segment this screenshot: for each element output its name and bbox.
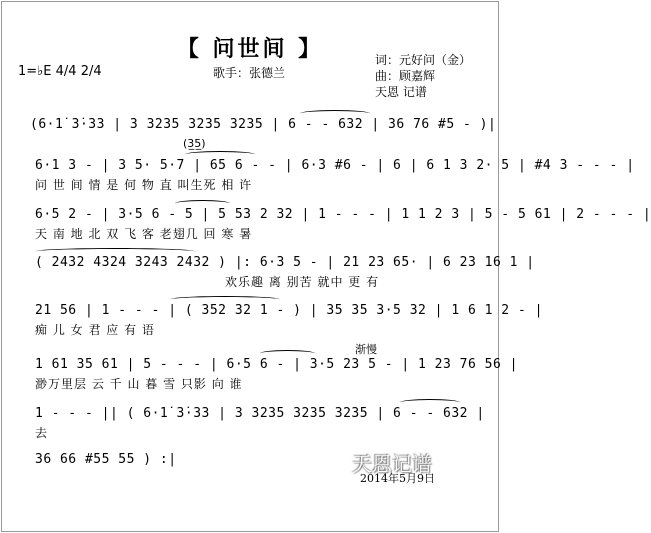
score-line-6: 1 61 35 61 | 5 - - - | 6·5 6 - | 3·5 23 5 - | 1 23 76 56 |	[35, 357, 518, 372]
slur	[400, 399, 460, 406]
score-line-1: (6·1̇ 3̇·33 | 3 3235 3235 3235 | 6 - - 632 | 36 76 #5 - )|	[30, 117, 497, 132]
key-signature: 1=♭E 4/4 2/4	[18, 64, 102, 79]
credits	[375, 52, 471, 100]
lyricist: 词：元好问（金）	[375, 53, 472, 67]
composer: 曲：顾嘉辉	[375, 69, 436, 83]
date: 2014年5月9日	[360, 472, 435, 485]
transcriber-stamp: 天恩记谱	[352, 452, 432, 476]
ornament-annotation: (3̲5̲)	[183, 137, 206, 150]
score-line-8: 36 66 #55 55 ) :|	[35, 452, 177, 467]
slur	[185, 151, 255, 158]
score-line-3: 6·5 2 - | 3·5 6 - 5 | 5 53 2 32 | 1 - - - | 1 1 2 3 | 5 - 5 61 | 2 - - - |	[35, 207, 651, 222]
lyric-line-4: 欢乐趣 离 别苦 就中 更 有	[225, 275, 380, 289]
slur	[300, 110, 370, 117]
lyric-line-7: 去	[35, 426, 49, 440]
slur	[175, 200, 230, 207]
slur	[35, 248, 195, 255]
singer: 歌手：张德兰	[213, 66, 286, 80]
tempo-marking: 渐慢	[355, 343, 377, 356]
lyric-line-2: 问 世 间 情 是 何 物 直 叫生死 相 许	[35, 178, 253, 192]
slur	[260, 350, 315, 357]
score-line-2: 6·1 3 - | 3 5· 5·7 | 65 6 - - | 6·3 #6 - | 6 | 6 1 3 2· 5 | #4 3 - - - |	[35, 158, 635, 173]
score-line-7: 1 - - - || ( 6·1̇ 3̇·33 | 3 3235 3235 3235 | 6 - - 632 |	[35, 406, 485, 421]
lyric-line-6: 渺万里层 云 千 山 暮 雪 只影 向 谁	[35, 377, 243, 391]
slur	[170, 296, 280, 303]
score-line-4: ( 2432 4324 3243 2432 ) |: 6·3 5 - | 21 23 65· | 6 23 16 1 |	[35, 255, 535, 270]
lyric-line-3: 天 南 地 北 双 飞 客 老翅几 回 寒 暑	[35, 227, 253, 241]
lyric-line-5: 痴 儿 女 君 应 有 语	[35, 323, 155, 337]
transcriber: 天恩 记谱	[375, 85, 427, 99]
score-line-5: 21 56 | 1 - - - | ( 352 32 1 - ) | 35 35 3·5 32 | 1 6 1 2 - |	[35, 303, 543, 318]
song-title: 【 问世间 】	[176, 37, 324, 62]
